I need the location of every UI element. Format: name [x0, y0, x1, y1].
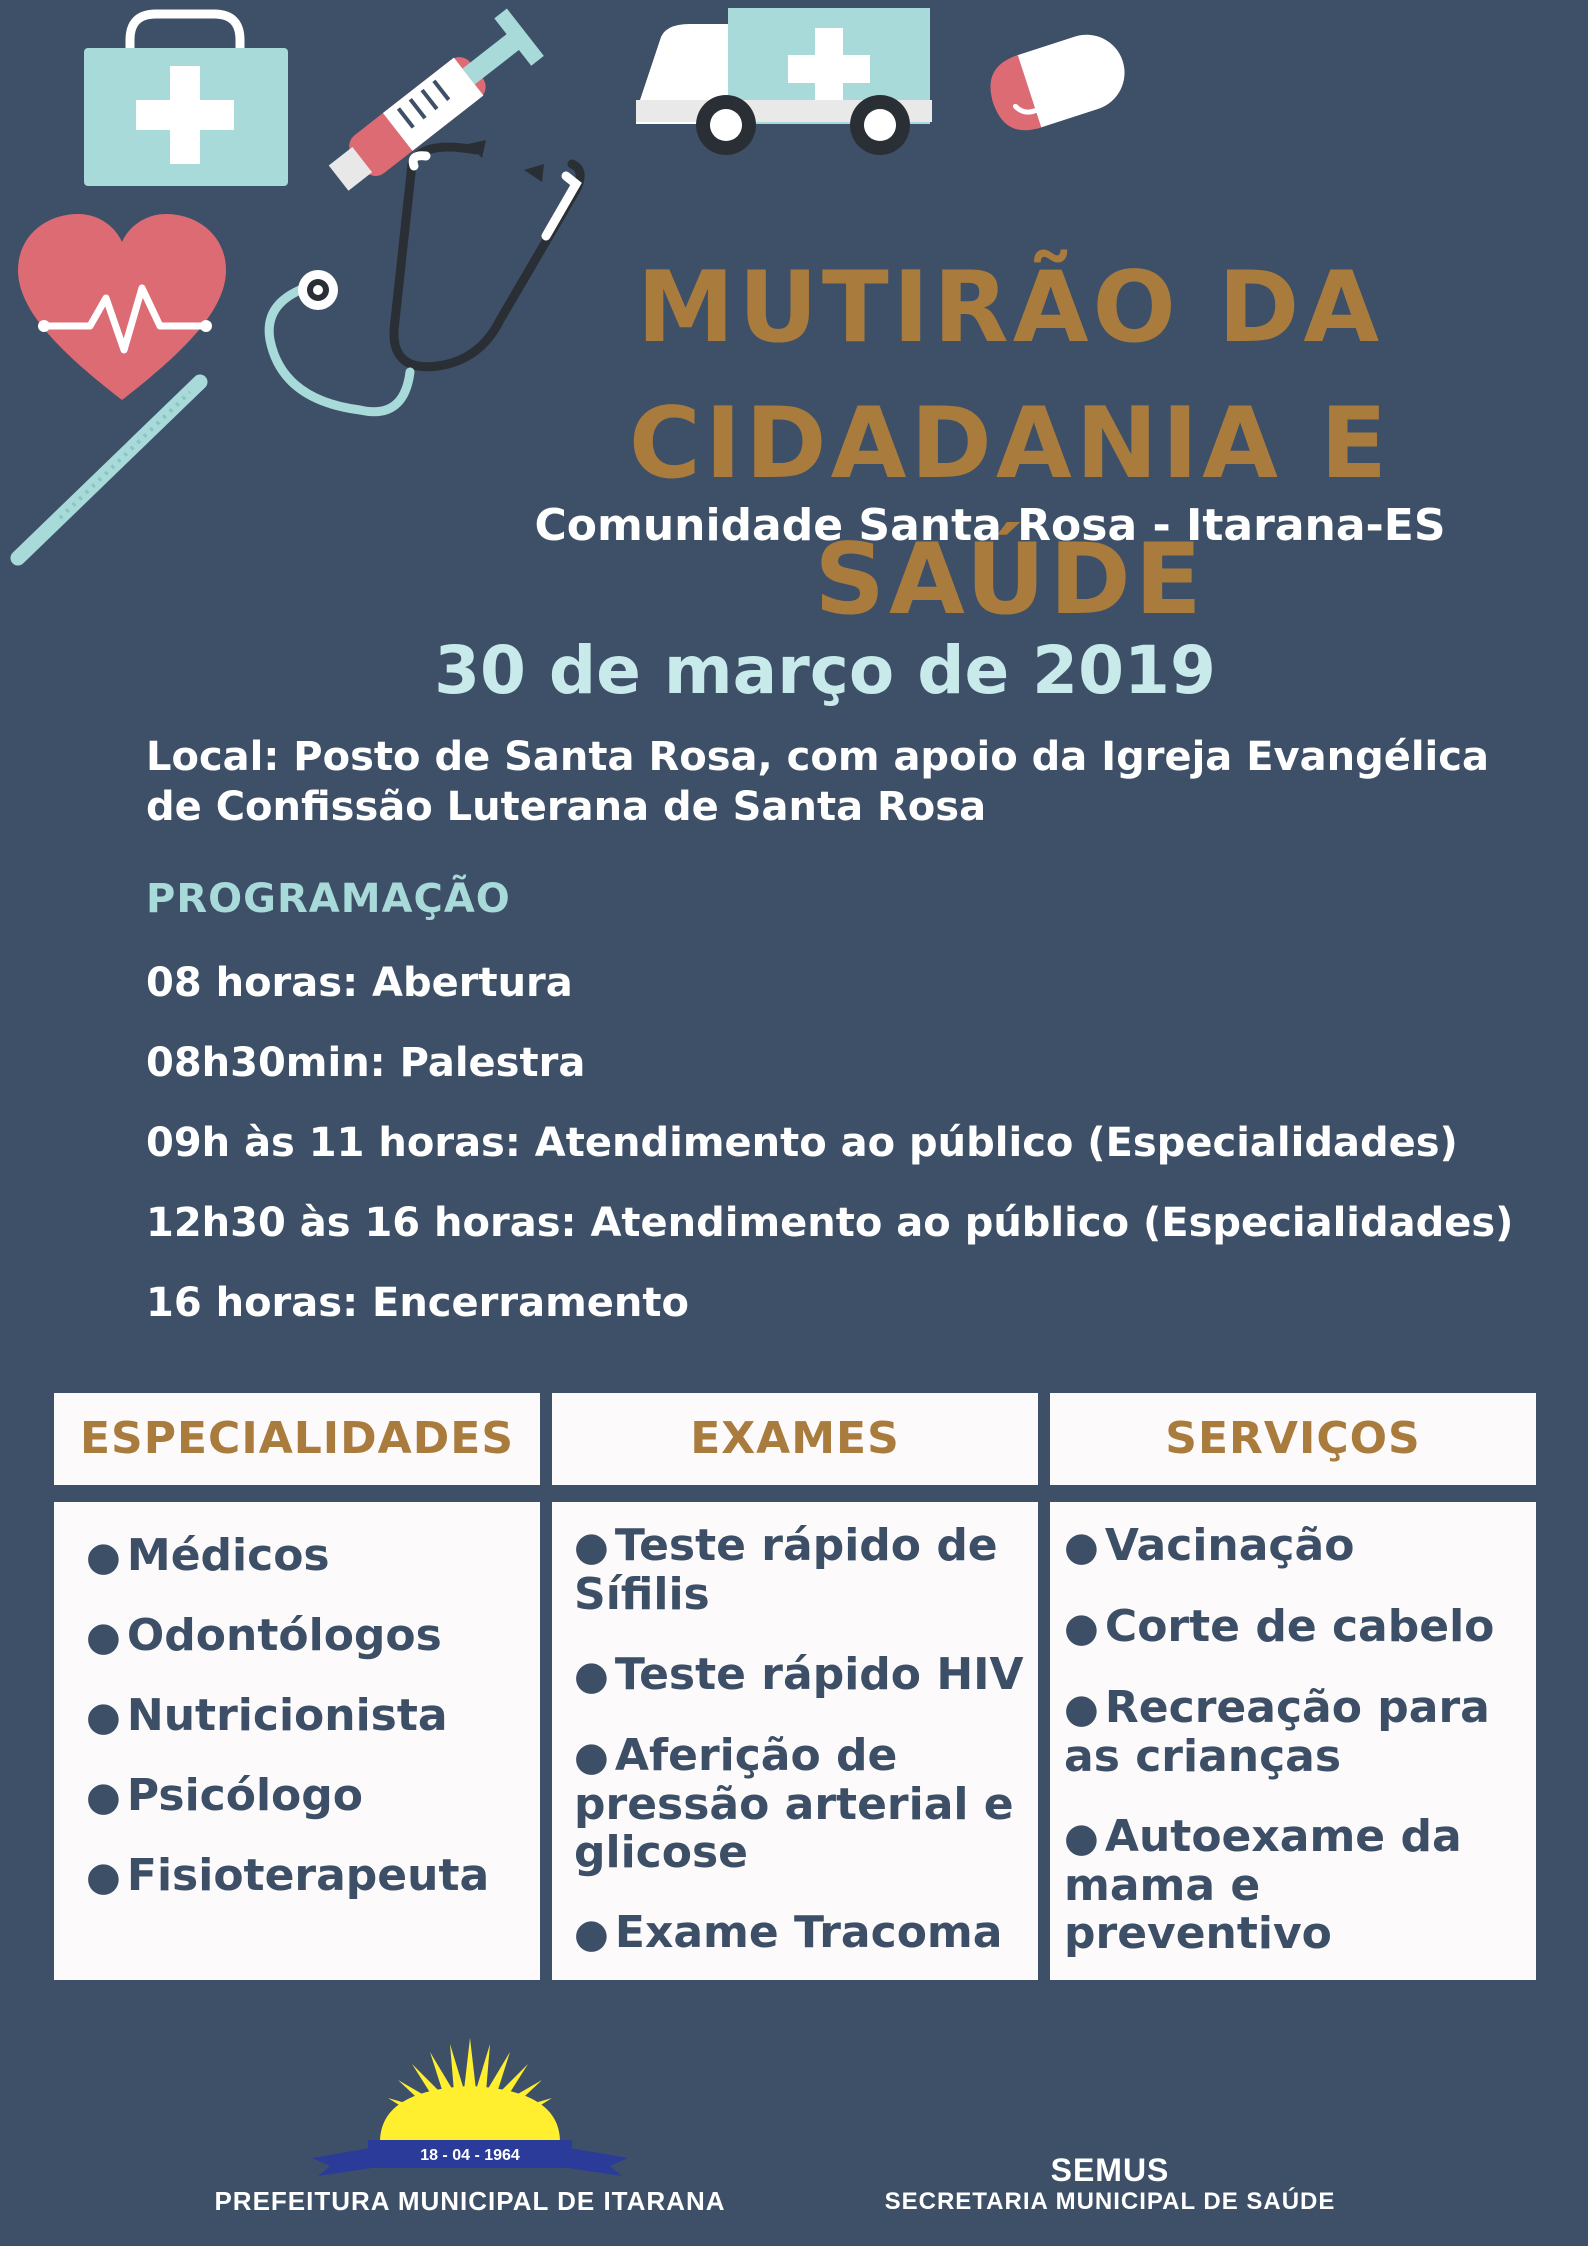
service-label: Autoexame da mama e preventivo	[1064, 1811, 1462, 1959]
bullet-icon: ●	[1064, 1686, 1099, 1732]
schedule-item: 08h30min: Palestra	[146, 1040, 586, 1086]
service-label: Vacinação	[1104, 1520, 1355, 1571]
exams-list	[552, 1502, 1038, 1958]
service-item	[1064, 1522, 1536, 1571]
ambulance-icon	[636, 8, 932, 155]
exam-label: Exame Tracoma	[614, 1907, 1003, 1958]
bullet-icon: ●	[574, 1524, 609, 1570]
exams-box	[552, 1502, 1038, 1980]
pill-icon	[982, 25, 1135, 139]
schedule-item: 16 horas: Encerramento	[146, 1280, 689, 1326]
exam-item	[574, 1732, 1038, 1877]
bullet-icon: ●	[86, 1614, 121, 1660]
specialty-item	[86, 1692, 540, 1772]
exams-heading: EXAMES	[552, 1393, 1038, 1485]
exam-label: Aferição de pressão arterial e glicose	[574, 1730, 1014, 1878]
thermometer-icon	[18, 382, 200, 558]
first-aid-kit-icon	[84, 14, 288, 186]
specialty-label: Nutricionista	[126, 1690, 448, 1741]
specialties-heading: ESPECIALIDADES	[54, 1393, 540, 1485]
bullet-icon: ●	[1064, 1524, 1099, 1570]
bullet-icon: ●	[1064, 1605, 1099, 1651]
page-title	[440, 240, 1580, 648]
specialty-item	[86, 1772, 540, 1852]
specialty-label: Médicos	[126, 1530, 330, 1581]
specialties-list	[54, 1502, 540, 1932]
service-item	[1064, 1813, 1536, 1958]
syringe-icon	[320, 9, 544, 202]
service-item	[1064, 1603, 1536, 1652]
health-department-label: SECRETARIA MUNICIPAL DE SAÚDE	[884, 2188, 1336, 2215]
schedule-item: 12h30 às 16 horas: Atendimento ao público (Especialidades)	[146, 1200, 1514, 1246]
bullet-icon: ●	[574, 1653, 609, 1699]
specialty-item	[86, 1532, 540, 1612]
specialties-box	[54, 1502, 540, 1980]
municipality-label: PREFEITURA MUNICIPAL DE ITARANA	[214, 2186, 726, 2216]
event-location: Local: Posto de Santa Rosa, com apoio da Igreja Evangélica de Confissão Luterana de Santa Rosa	[146, 734, 1489, 830]
specialty-item	[86, 1612, 540, 1692]
specialty-label: Fisioterapeuta	[126, 1850, 490, 1901]
title-line-2: CIDADANIA E SAÚDE	[628, 387, 1392, 637]
schedule-item: 09h às 11 horas: Atendimento ao público (Especialidades)	[146, 1120, 1458, 1166]
service-label: Corte de cabelo	[1104, 1601, 1495, 1652]
specialty-label: Odontólogos	[126, 1610, 442, 1661]
bullet-icon: ●	[86, 1534, 121, 1580]
municipality-logo	[300, 2030, 640, 2190]
service-item	[1064, 1684, 1536, 1781]
semus-acronym: SEMUS	[1050, 2152, 1170, 2188]
service-label: Recreação para as crianças	[1064, 1682, 1490, 1782]
bullet-icon: ●	[86, 1854, 121, 1900]
bullet-icon: ●	[574, 1911, 609, 1957]
exam-item	[574, 1522, 1038, 1619]
specialty-label: Psicólogo	[126, 1770, 363, 1821]
exam-label: Teste rápido de Sífilis	[574, 1520, 998, 1620]
schedule-item: 08 horas: Abertura	[146, 960, 573, 1006]
specialty-item	[86, 1852, 540, 1932]
bullet-icon: ●	[574, 1734, 609, 1780]
program-heading: PROGRAMAÇÃO	[146, 876, 511, 922]
exam-item	[574, 1651, 1038, 1700]
sun-icon	[380, 2038, 560, 2142]
services-heading: SERVIÇOS	[1050, 1393, 1536, 1485]
bullet-icon: ●	[86, 1774, 121, 1820]
services-list	[1050, 1502, 1536, 1958]
subtitle: Comunidade Santa Rosa - Itarana-ES	[534, 500, 1446, 551]
services-box	[1050, 1502, 1536, 1980]
bullet-icon: ●	[86, 1694, 121, 1740]
event-date: 30 de março de 2019	[434, 632, 1216, 709]
heart-pulse-icon	[18, 214, 226, 400]
exam-item	[574, 1909, 1038, 1958]
title-line-1: MUTIRÃO DA	[636, 251, 1384, 365]
bullet-icon: ●	[1064, 1815, 1099, 1861]
exam-label: Teste rápido HIV	[614, 1649, 1024, 1700]
logo-date: 18 - 04 - 1964	[420, 2147, 520, 2164]
schedule-list	[146, 958, 1546, 1358]
